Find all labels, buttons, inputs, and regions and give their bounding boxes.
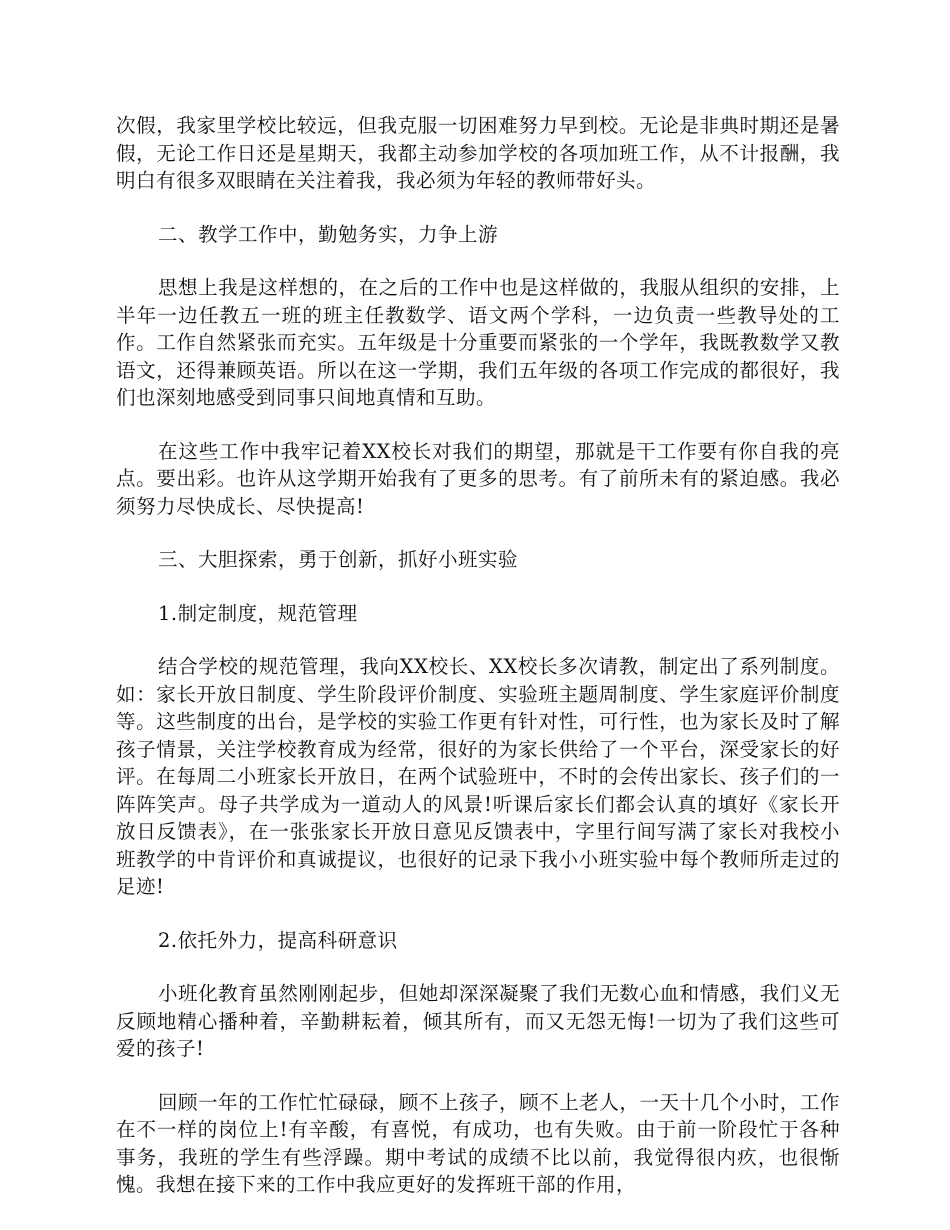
paragraph-teaching-work: 思想上我是这样想的，在之后的工作中也是这样做的，我服从组织的安排，上半年一边任教五一班的班主任教数学、语文两个学科，一边负责一些教导处的工作。工作自然紧张而充实。五年级是十分重要而紧张的一个学年，我既教数学又教语文，还得兼顾英语。所以在这一学期，我们五年级的各项工作完成的都很好，我们也深刻地感受到同事只间地真情和互助。 [116, 276, 840, 409]
paragraph-continuation: 次假，我家里学校比较远，但我克服一切困难努力早到校。无论是非典时期还是暑假，无论工作日还是星期天，我都主动参加学校的各项加班工作，从不计报酬，我明白有很多双眼睛在关注着我，我必须为年轻的教师带好头。 [116, 114, 840, 192]
section-heading-teaching: 二、教学工作中，勤勉务实，力争上游 [158, 222, 499, 246]
subheading-research: 2.依托外力，提高科研意识 [158, 928, 398, 952]
paragraph-principal-expectation: 在这些工作中我牢记着XX校长对我们的期望，那就是干工作要有你自我的亮点。要出彩。也许从这学期开始我有了更多的思考。有了前所未有的紧迫感。我必须努力尽快成长、尽快提高! [116, 439, 840, 518]
section-heading-small-class: 三、大胆探索，勇于创新，抓好小班实验 [158, 548, 519, 571]
paragraph-small-class-education: 小班化教育虽然刚刚起步，但她却深深凝聚了我们无数心血和情感，我们义无反顾地精心播种着，辛勤耕耘着，倾其所有，而又无怨无悔!一切为了我们这些可爱的孩子! [116, 982, 840, 1060]
subheading-rules: 1.制定制度，规范管理 [158, 601, 358, 625]
paragraph-rules: 结合学校的规范管理，我向XX校长、XX校长多次请教，制定出了系列制度。如：家长开放日制度、学生阶段评价制度、实验班主题周制度、学生家庭评价制度等。这些制度的出台，是学校的实验工作更有针对性，可行性，也为家长及时了解孩子情景，关注学校教育成为经常，很好的为家长供给了一个平台，深受家长的好评。在每周二小班家长开放日，在两个试验班中，不时的会传出家长、孩子们的一阵阵笑声。母子共学成为一道动人的风景!听课后家长们都会认真的填好《家长开放日反馈表》，在一张张家长开放日意见反馈表中，字里行间写满了家长对我校小班教学的中肯评价和真诚提议，也很好的记录下我小小班实验中每个教师所走过的足迹! [116, 655, 840, 898]
paragraph-year-review: 回顾一年的工作忙忙碌碌，顾不上孩子，顾不上老人，一天十几个小时，工作在不一样的岗位上!有辛酸，有喜悦，有成功，也有失败。由于前一阶段忙于各种事务，我班的学生有些浮躁。期中考试的成绩不比以前，我觉得很内疚，也很惭愧。我想在接下来的工作中我应更好的发挥班干部的作用， [116, 1090, 840, 1196]
document-body [116, 112, 840, 1225]
